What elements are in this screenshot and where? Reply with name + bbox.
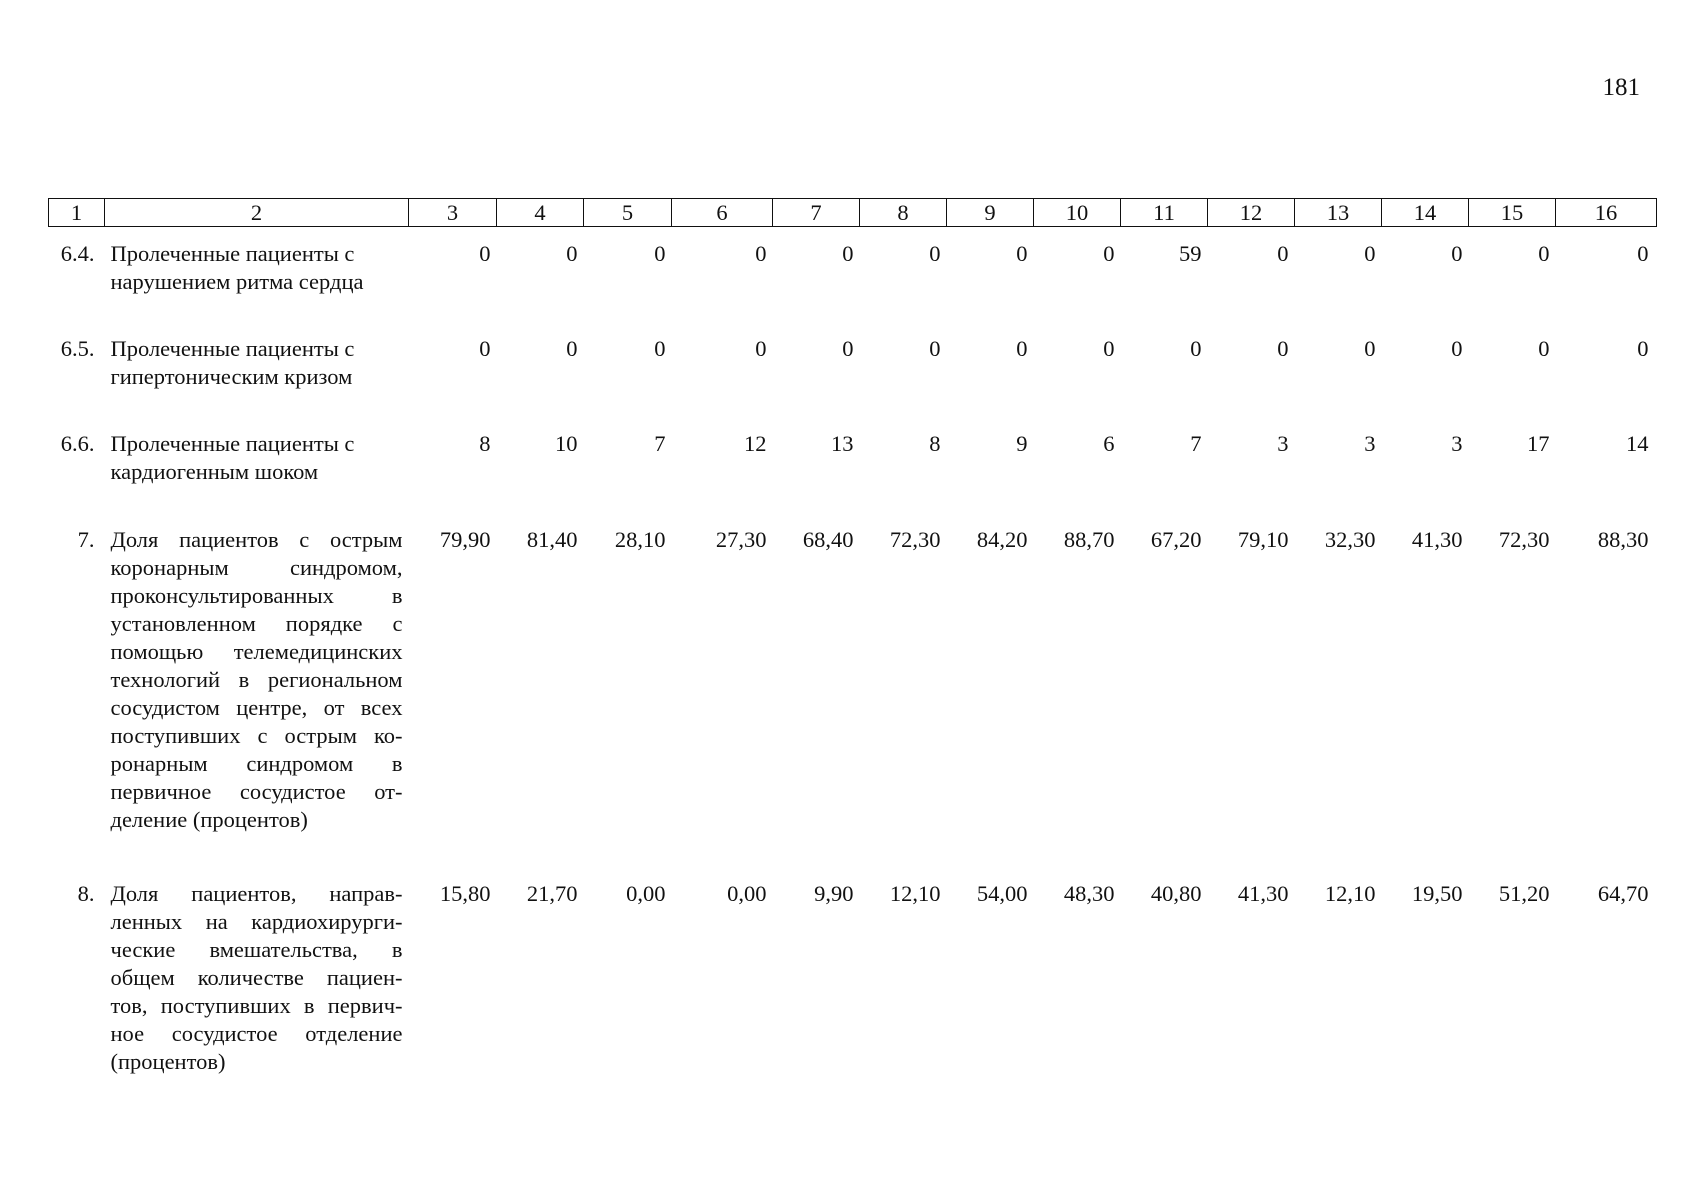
row-value: 0 — [1277, 241, 1289, 266]
table-body — [49, 227, 1657, 1121]
table-row — [49, 866, 1657, 1120]
row-value: 88,30 — [1597, 527, 1649, 552]
row-value: 81,40 — [526, 527, 578, 552]
row-value: 72,30 — [889, 527, 941, 552]
row-value: 7 — [654, 431, 666, 456]
row-value: 12,10 — [1324, 881, 1376, 906]
row-value: 19,50 — [1411, 881, 1463, 906]
table-row — [49, 227, 1657, 323]
row-value: 0,00 — [727, 881, 767, 906]
header-cell: 6 — [672, 199, 773, 227]
row-value: 14 — [1626, 431, 1649, 456]
table-row — [49, 322, 1657, 417]
row-value: 17 — [1527, 431, 1550, 456]
row-value: 0 — [566, 336, 578, 361]
row-value: 41,30 — [1411, 527, 1463, 552]
row-value: 0 — [929, 336, 941, 361]
header-cell: 10 — [1034, 199, 1121, 227]
row-value: 3 — [1451, 431, 1463, 456]
header-cell: 14 — [1382, 199, 1469, 227]
row-value: 9 — [1016, 431, 1028, 456]
row-value: 21,70 — [526, 881, 578, 906]
header-cell: 7 — [773, 199, 860, 227]
row-label: Доля пациентов, направ-ленных на кардиохирурги-ческие вмешательства, в общем количестве пациен-тов, поступивших в первич-ное сосудистое отделение (процентов) — [110, 881, 403, 1074]
row-value: 0 — [566, 241, 578, 266]
row-value: 0 — [1451, 241, 1463, 266]
row-value: 51,20 — [1498, 881, 1550, 906]
row-value: 3 — [1277, 431, 1289, 456]
row-value: 64,70 — [1597, 881, 1649, 906]
row-value: 0 — [1538, 241, 1550, 266]
page-number: 181 — [1602, 74, 1640, 101]
row-value: 6 — [1103, 431, 1115, 456]
row-value: 68,40 — [802, 527, 854, 552]
header-cell: 3 — [409, 199, 497, 227]
row-value: 0 — [1103, 336, 1115, 361]
row-value: 40,80 — [1150, 881, 1202, 906]
row-value: 10 — [555, 431, 578, 456]
row-value: 0 — [1364, 336, 1376, 361]
row-value: 0 — [479, 241, 491, 266]
header-cell: 9 — [947, 199, 1034, 227]
row-value: 13 — [831, 431, 854, 456]
header-cell: 4 — [497, 199, 584, 227]
row-value: 41,30 — [1237, 881, 1289, 906]
row-number: 6.5. — [60, 336, 95, 361]
table-row — [49, 417, 1657, 512]
row-value: 54,00 — [976, 881, 1028, 906]
row-value: 7 — [1190, 431, 1202, 456]
header-cell: 16 — [1556, 199, 1657, 227]
row-value: 0 — [479, 336, 491, 361]
row-value: 0 — [755, 241, 767, 266]
row-value: 79,90 — [439, 527, 491, 552]
header-cell: 12 — [1208, 199, 1295, 227]
row-number: 7. — [77, 527, 95, 552]
row-value: 0 — [1364, 241, 1376, 266]
row-value: 0 — [654, 241, 666, 266]
row-value: 0 — [1016, 336, 1028, 361]
header-row — [49, 199, 1657, 227]
row-value: 12,10 — [889, 881, 941, 906]
header-cell: 5 — [584, 199, 672, 227]
row-value: 0 — [929, 241, 941, 266]
row-value: 0,00 — [626, 881, 666, 906]
row-value: 0 — [1637, 241, 1649, 266]
row-value: 0 — [1637, 336, 1649, 361]
row-value: 84,20 — [976, 527, 1028, 552]
row-value: 3 — [1364, 431, 1376, 456]
row-value: 59 — [1179, 241, 1202, 266]
row-label: Пролеченные пациенты с кардиогенным шоком — [110, 431, 355, 484]
row-value: 0 — [1190, 336, 1202, 361]
row-number: 8. — [77, 881, 95, 906]
row-value: 0 — [1103, 241, 1115, 266]
row-value: 8 — [929, 431, 941, 456]
header-cell: 2 — [105, 199, 409, 227]
header-cell: 1 — [49, 199, 105, 227]
header-cell: 11 — [1121, 199, 1208, 227]
row-label: Доля пациентов с острым коронарным синдромом, проконсультированных в установленном порядке с помощью телемедицинских технологий в региональном сосудистом центре, от всех поступивших с острым ко-ронарным синдромом в первичное сосудистое от-деление (процентов) — [110, 527, 403, 832]
row-value: 12 — [744, 431, 767, 456]
data-table — [48, 198, 1657, 1120]
row-value: 0 — [1016, 241, 1028, 266]
row-value: 0 — [842, 336, 854, 361]
row-value: 9,90 — [814, 881, 854, 906]
row-value: 0 — [654, 336, 666, 361]
row-number: 6.6. — [60, 431, 95, 456]
row-value: 72,30 — [1498, 527, 1550, 552]
row-value: 0 — [1277, 336, 1289, 361]
row-value: 88,70 — [1063, 527, 1115, 552]
row-value: 15,80 — [439, 881, 491, 906]
table-row — [49, 512, 1657, 866]
header-cell: 8 — [860, 199, 947, 227]
row-value: 0 — [1451, 336, 1463, 361]
row-value: 27,30 — [715, 527, 767, 552]
row-value: 48,30 — [1063, 881, 1115, 906]
row-value: 32,30 — [1324, 527, 1376, 552]
row-value: 8 — [479, 431, 491, 456]
row-value: 28,10 — [614, 527, 666, 552]
row-value: 79,10 — [1237, 527, 1289, 552]
row-value: 67,20 — [1150, 527, 1202, 552]
header-cell: 15 — [1469, 199, 1556, 227]
row-label: Пролеченные пациенты с нарушением ритма сердца — [110, 241, 364, 294]
row-value: 0 — [842, 241, 854, 266]
row-label: Пролеченные пациенты с гипертоническим кризом — [110, 336, 355, 389]
row-value: 0 — [1538, 336, 1550, 361]
row-value: 0 — [755, 336, 767, 361]
header-cell: 13 — [1295, 199, 1382, 227]
table-header — [49, 199, 1657, 227]
row-number: 6.4. — [60, 241, 95, 266]
